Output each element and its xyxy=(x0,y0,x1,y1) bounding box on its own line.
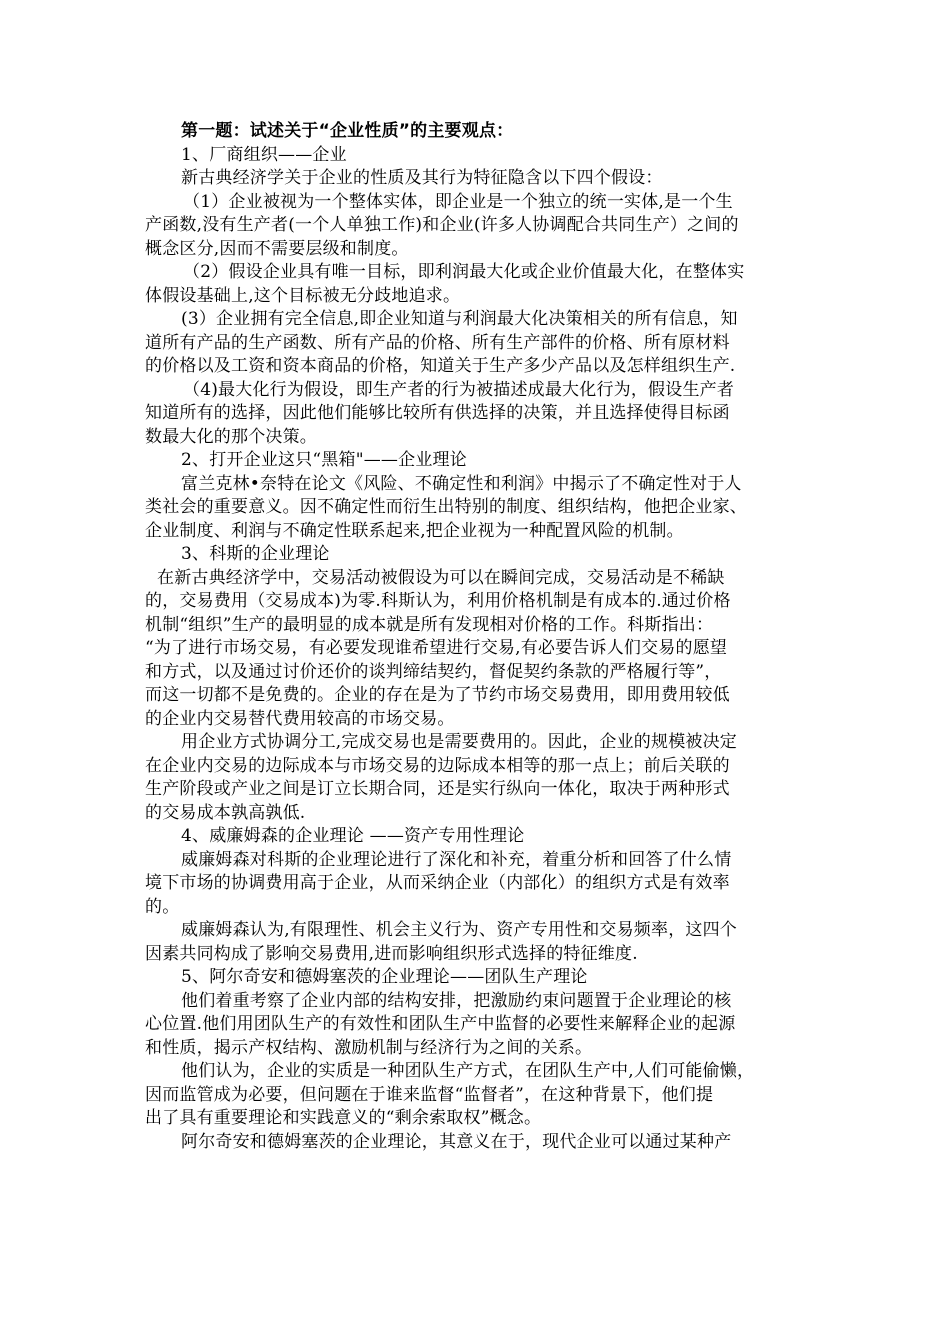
paragraph-line: 道所有产品的生产函数、所有产品的价格、所有生产部件的价格、所有原材料 xyxy=(145,332,730,353)
paragraph-line: (3）企业拥有完全信息,即企业知道与利润最大化决策相关的所有信息，知 xyxy=(181,309,738,329)
paragraph-line: 的企业内交易替代费用较高的市场交易。 xyxy=(145,708,455,729)
paragraph-line: 产函数,没有生产者(一个人单独工作)和企业(许多人协调配合共同生产）之间的 xyxy=(145,215,739,235)
paragraph-line: 新古典经济学关于企业的性质及其行为特征隐含以下四个假设： xyxy=(181,168,663,188)
paragraph-line: 的，交易费用（交易成本)为零.科斯认为，利用价格机制是有成本的.通过价格 xyxy=(145,591,731,611)
paragraph-line: 威廉姆森认为,有限理性、机会主义行为、资产专用性和交易频率，这四个 xyxy=(181,920,738,940)
paragraph-line: 和方式，以及通过讨价还价的谈判缔结契约，督促契约条款的严格履行等”， xyxy=(145,661,722,682)
paragraph-line: 体假设基础上,这个目标被无分歧地追求。 xyxy=(145,285,461,306)
paragraph-line: （2）假设企业具有唯一目标，即利润最大化或企业价值最大化，在整体实 xyxy=(183,262,745,282)
section-heading: 1、厂商组织——企业 xyxy=(181,144,347,165)
paragraph-line: 阿尔奇安和德姆塞茨的企业理论，其意义在于，现代企业可以通过某种产 xyxy=(181,1131,732,1152)
paragraph-line: 和性质，揭示产权结构、激励机制与经济行为之间的关系。 xyxy=(145,1037,593,1058)
paragraph-line: 在企业内交易的边际成本与市场交易的边际成本相等的那一点上；前后关联的 xyxy=(145,755,730,776)
paragraph-line: 富兰克林•奈特在论文《风险、不确定性和利润》中揭示了不确定性对于人 xyxy=(181,473,742,494)
paragraph-line: 的价格以及工资和资本商品的价格，知道关于生产多少产品以及怎样组织生产. xyxy=(145,356,736,376)
paragraph-line: 威廉姆森对科斯的企业理论进行了深化和补充，着重分析和回答了什么情 xyxy=(181,849,732,870)
paragraph-line: 机制“组织”生产的最明显的成本就是所有发现相对价格的工作。科斯指出： xyxy=(145,614,714,635)
paragraph-line: 心位置.他们用团队生产的有效性和团队生产中监督的必要性来解释企业的起源 xyxy=(145,1014,736,1034)
paragraph-line: （4)最大化行为假设，即生产者的行为被描述成最大化行为，假设生产者 xyxy=(183,379,735,400)
paragraph-line: 类社会的重要意义。因不确定性而衍生出特别的制度、组织结构，他把企业家、 xyxy=(145,497,747,517)
document-title: 第一题：试述关于“企业性质”的主要观点： xyxy=(181,121,514,141)
paragraph-line: 知道所有的选择，因此他们能够比较所有供选择的决策，并且选择使得目标函 xyxy=(145,403,730,423)
paragraph-line: 的交易成本孰高孰低. xyxy=(145,802,306,823)
paragraph-line: 出了具有重要理论和实践意义的“剩余索取权”概念。 xyxy=(145,1108,542,1128)
paragraph-line: 企业制度、利润与不确定性联系起来,把企业视为一种配置风险的机制。 xyxy=(145,520,684,541)
document-page xyxy=(145,120,825,1154)
paragraph-line: 因素共同构成了影响交易费用,进而影响组织形式选择的特征维度. xyxy=(145,943,638,964)
section-heading: 4、威廉姆森的企业理论 ——资产专用性理论 xyxy=(181,826,525,846)
paragraph-line: 用企业方式协调分工,完成交易也是需要费用的。因此，企业的规模被决定 xyxy=(181,732,738,752)
paragraph-line: “为了进行市场交易，有必要发现谁希望进行交易,有必要告诉人们交易的愿望 xyxy=(145,638,728,658)
section-heading: 5、阿尔奇安和德姆塞茨的企业理论——团队生产理论 xyxy=(181,967,588,987)
paragraph-line: 境下市场的协调费用高于企业，从而采纳企业（内部化）的组织方式是有效率 xyxy=(145,873,730,893)
paragraph-line: 概念区分,因而不需要层级和制度。 xyxy=(145,238,409,259)
paragraph-line: 而这一切都不是免费的。企业的存在是为了节约市场交易费用，即用费用较低 xyxy=(145,685,730,705)
paragraph-line: 他们认为，企业的实质是一种团队生产方式，在团队生产中,人们可能偷懒， xyxy=(181,1061,755,1081)
paragraph-line: 他们着重考察了企业内部的结构安排，把激励约束问题置于企业理论的核 xyxy=(181,990,732,1011)
paragraph-line: 生产阶段或产业之间是订立长期合同，还是实行纵向一体化，取决于两种形式 xyxy=(145,779,730,799)
section-heading: 2、打开企业这只“黑箱"——企业理论 xyxy=(181,450,467,470)
section-heading: 3、科斯的企业理论 xyxy=(181,544,330,564)
paragraph-line: （1）企业被视为一个整体实体，即企业是一个独立的统一实体,是一个生 xyxy=(183,191,733,212)
paragraph-line: 的。 xyxy=(145,896,180,917)
paragraph-line: 数最大化的那个决策。 xyxy=(145,426,317,447)
paragraph-line: 因而监管成为必要，但问题在于谁来监督“监督者”，在这种背景下，他们提 xyxy=(145,1084,714,1105)
paragraph-line: 在新古典经济学中，交易活动被假设为可以在瞬间完成，交易活动是不稀缺 xyxy=(157,567,725,588)
